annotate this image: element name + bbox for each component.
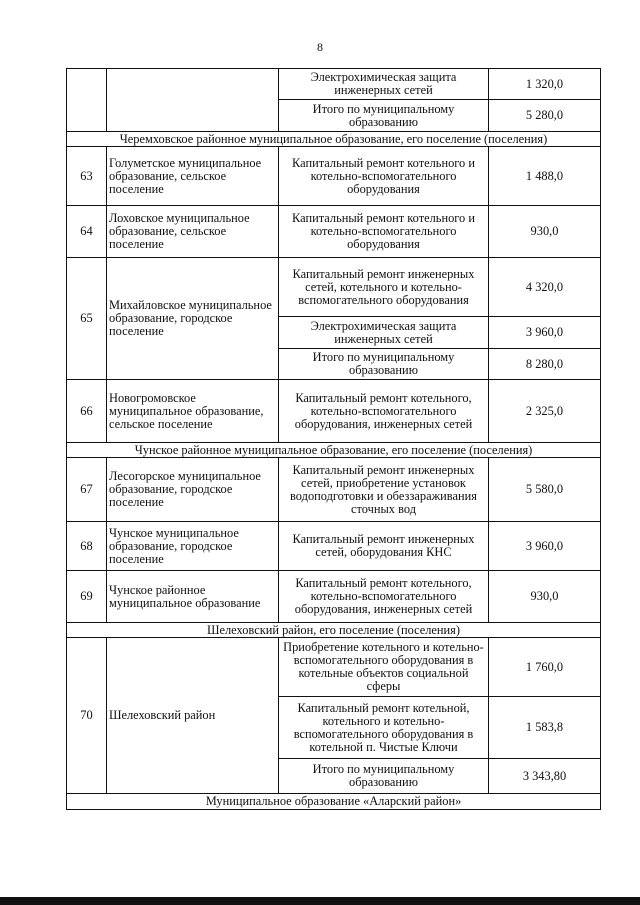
table-row (67, 458, 601, 522)
amount-cell: 930,0 (489, 571, 601, 623)
amount-cell: 3 960,0 (489, 317, 601, 349)
amount-cell: 1 583,8 (489, 697, 601, 759)
total-amount-cell: 3 343,80 (489, 759, 601, 794)
amount-cell: 1 760,0 (489, 638, 601, 697)
municipality-cell: Лоховское муниципальное образование, сельское поселение (107, 206, 279, 258)
total-label-cell: Итого по муниципальному образованию (279, 100, 489, 132)
total-label-cell: Итого по муниципальному образованию (279, 349, 489, 380)
work-cell: Капитальный ремонт котельной, котельного и котельно-вспомогательного оборудования в котельной п. Чистые Ключи (279, 697, 489, 759)
work-cell: Приобретение котельного и котельно-вспомогательного оборудования в котельные объектов социальной сферы (279, 638, 489, 697)
municipality-cell: Голуметское муниципальное образование, сельское поселение (107, 147, 279, 206)
municipality-cell: Чунское муниципальное образование, городское поселение (107, 522, 279, 571)
work-cell: Капитальный ремонт котельного, котельно-вспомогательного оборудования, инженерных сетей (279, 571, 489, 623)
work-cell: Электрохимическая защита инженерных сетей (279, 317, 489, 349)
number-cell: 70 (67, 638, 107, 794)
amount-cell: 5 580,0 (489, 458, 601, 522)
table-row (67, 380, 601, 443)
table-row (67, 522, 601, 571)
table-row (67, 69, 601, 100)
work-cell: Капитальный ремонт котельного и котельно-вспомогательного оборудования (279, 147, 489, 206)
number-cell: 66 (67, 380, 107, 443)
work-cell: Капитальный ремонт котельного, котельно-вспомогательного оборудования, инженерных сетей (279, 380, 489, 443)
number-cell: 67 (67, 458, 107, 522)
amount-cell: 930,0 (489, 206, 601, 258)
number-cell (67, 69, 107, 132)
work-cell: Капитальный ремонт инженерных сетей, котельного и котельно-вспомогательного оборудования (279, 258, 489, 317)
number-cell: 68 (67, 522, 107, 571)
amount-cell: 2 325,0 (489, 380, 601, 443)
page-number: 8 (317, 40, 323, 54)
section-header-row (67, 794, 601, 810)
number-cell: 69 (67, 571, 107, 623)
number-cell: 65 (67, 258, 107, 380)
table-row (67, 206, 601, 258)
municipality-cell: Новогромовское муниципальное образование, сельское поселение (107, 380, 279, 443)
section-header-chuna: Чунское районное муниципальное образование, его поселение (поселения) (67, 443, 601, 458)
municipality-cell: Шелеховский район (107, 638, 279, 794)
municipality-cell: Михайловское муниципальное образование, городское поселение (107, 258, 279, 380)
section-header-alar: Муниципальное образование «Аларский район» (67, 794, 601, 810)
total-label-cell: Итого по муниципальному образованию (279, 759, 489, 794)
amount-cell: 3 960,0 (489, 522, 601, 571)
table-row (67, 638, 601, 697)
amount-cell: 1 320,0 (489, 69, 601, 100)
section-header-row (67, 132, 601, 147)
total-amount-cell: 8 280,0 (489, 349, 601, 380)
number-cell: 64 (67, 206, 107, 258)
work-cell: Электрохимическая защита инженерных сетей (279, 69, 489, 100)
table-row (67, 258, 601, 317)
section-header-cheremkhovo: Черемховское районное муниципальное образование, его поселение (поселения) (67, 132, 601, 147)
table-row (67, 571, 601, 623)
total-amount-cell: 5 280,0 (489, 100, 601, 132)
work-cell: Капитальный ремонт инженерных сетей, оборудования КНС (279, 522, 489, 571)
number-cell: 63 (67, 147, 107, 206)
section-header-row (67, 443, 601, 458)
municipality-cell (107, 69, 279, 132)
work-cell: Капитальный ремонт котельного и котельно-вспомогательного оборудования (279, 206, 489, 258)
work-cell: Капитальный ремонт инженерных сетей, приобретение установок водоподготовки и обеззараживания сточных вод (279, 458, 489, 522)
subsidy-table (66, 68, 601, 810)
section-header-row (67, 623, 601, 638)
municipality-cell: Чунское районное муниципальное образование (107, 571, 279, 623)
table-row (67, 147, 601, 206)
amount-cell: 4 320,0 (489, 258, 601, 317)
amount-cell: 1 488,0 (489, 147, 601, 206)
municipality-cell: Лесогорское муниципальное образование, городское поселение (107, 458, 279, 522)
section-header-shelekhov: Шелеховский район, его поселение (поселения) (67, 623, 601, 638)
scan-bottom-edge (0, 897, 640, 905)
